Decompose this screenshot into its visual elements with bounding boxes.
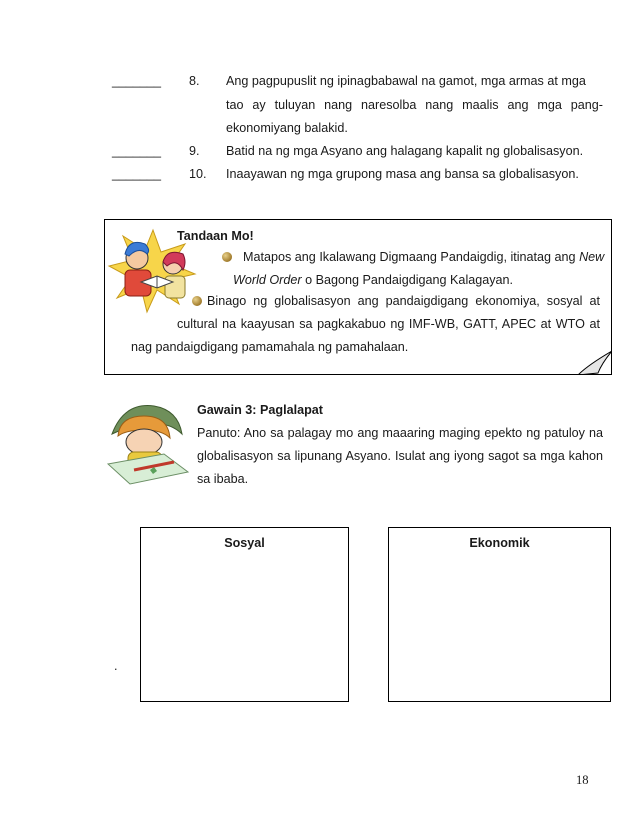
question-number: 10. [189,167,207,181]
gawain-instruction-line3: sa ibaba. [197,472,249,486]
sosyal-answer-box[interactable] [140,527,349,702]
answer-blank: _______ [112,144,162,158]
girl-studying-clipart-icon [104,394,190,486]
gawain-title: Gawain 3: Paglalapat [197,403,323,417]
question-text-line: Ang pagpupuslit ng ipinagbabawal na gamot, mga armas at mga [226,74,586,88]
question-number: 9. [189,144,200,158]
answer-blank: _______ [112,74,162,88]
answer-blank: _______ [112,167,162,181]
tandaan-bullet1-line1: Matapos ang Ikalawang Digmaang Pandaigdig, itinatag ang New [243,250,605,264]
gawain-instruction-line2: globalisasyon sa lipunang Asyano. Isulat ang iyong sagot sa mga kahon [197,449,603,463]
question-text-line: ekonomiyang balakid. [226,121,348,135]
question-text-line: Batid na ng mga Asyano ang halagang kapalit ng globalisasyon. [226,144,584,158]
tandaan-bullet2-line3: nag pandaigdigang pamamahala ng pamahalaan. [131,340,409,354]
page-number: 18 [576,773,589,787]
bullet-icon [222,252,232,262]
question-text-line: Inaayawan ng mga grupong masa ang bansa sa globalisasyon. [226,167,579,181]
question-number: 8. [189,74,200,88]
tandaan-title: Tandaan Mo! [177,229,254,243]
sosyal-box-title: Sosyal [224,536,265,550]
ekonomik-answer-box[interactable] [388,527,611,702]
stray-mark: . [114,659,118,673]
ekonomik-box-title: Ekonomik [469,536,530,550]
bullet-icon [192,296,202,306]
tandaan-bullet2-line1: Binago ng globalisasyon ang pandaigdigang ekonomiya, sosyal at [207,294,600,308]
page-curl-icon [578,351,612,375]
gawain-instruction-line1: Panuto: Ano sa palagay mo ang maaaring maging epekto ng patuloy na [197,426,603,440]
tandaan-bullet1-line2: World Order o Bagong Pandaigdigang Kalagayan. [233,273,514,287]
question-text-line: tao ay tuluyan nang naresolba nang maalis ang mga pang- [226,98,603,112]
tandaan-bullet2-line2: cultural na kaayusan sa pagkakabuo ng IMF-WB, GATT, APEC at WTO at [177,317,600,331]
tandaan-box [104,219,612,375]
